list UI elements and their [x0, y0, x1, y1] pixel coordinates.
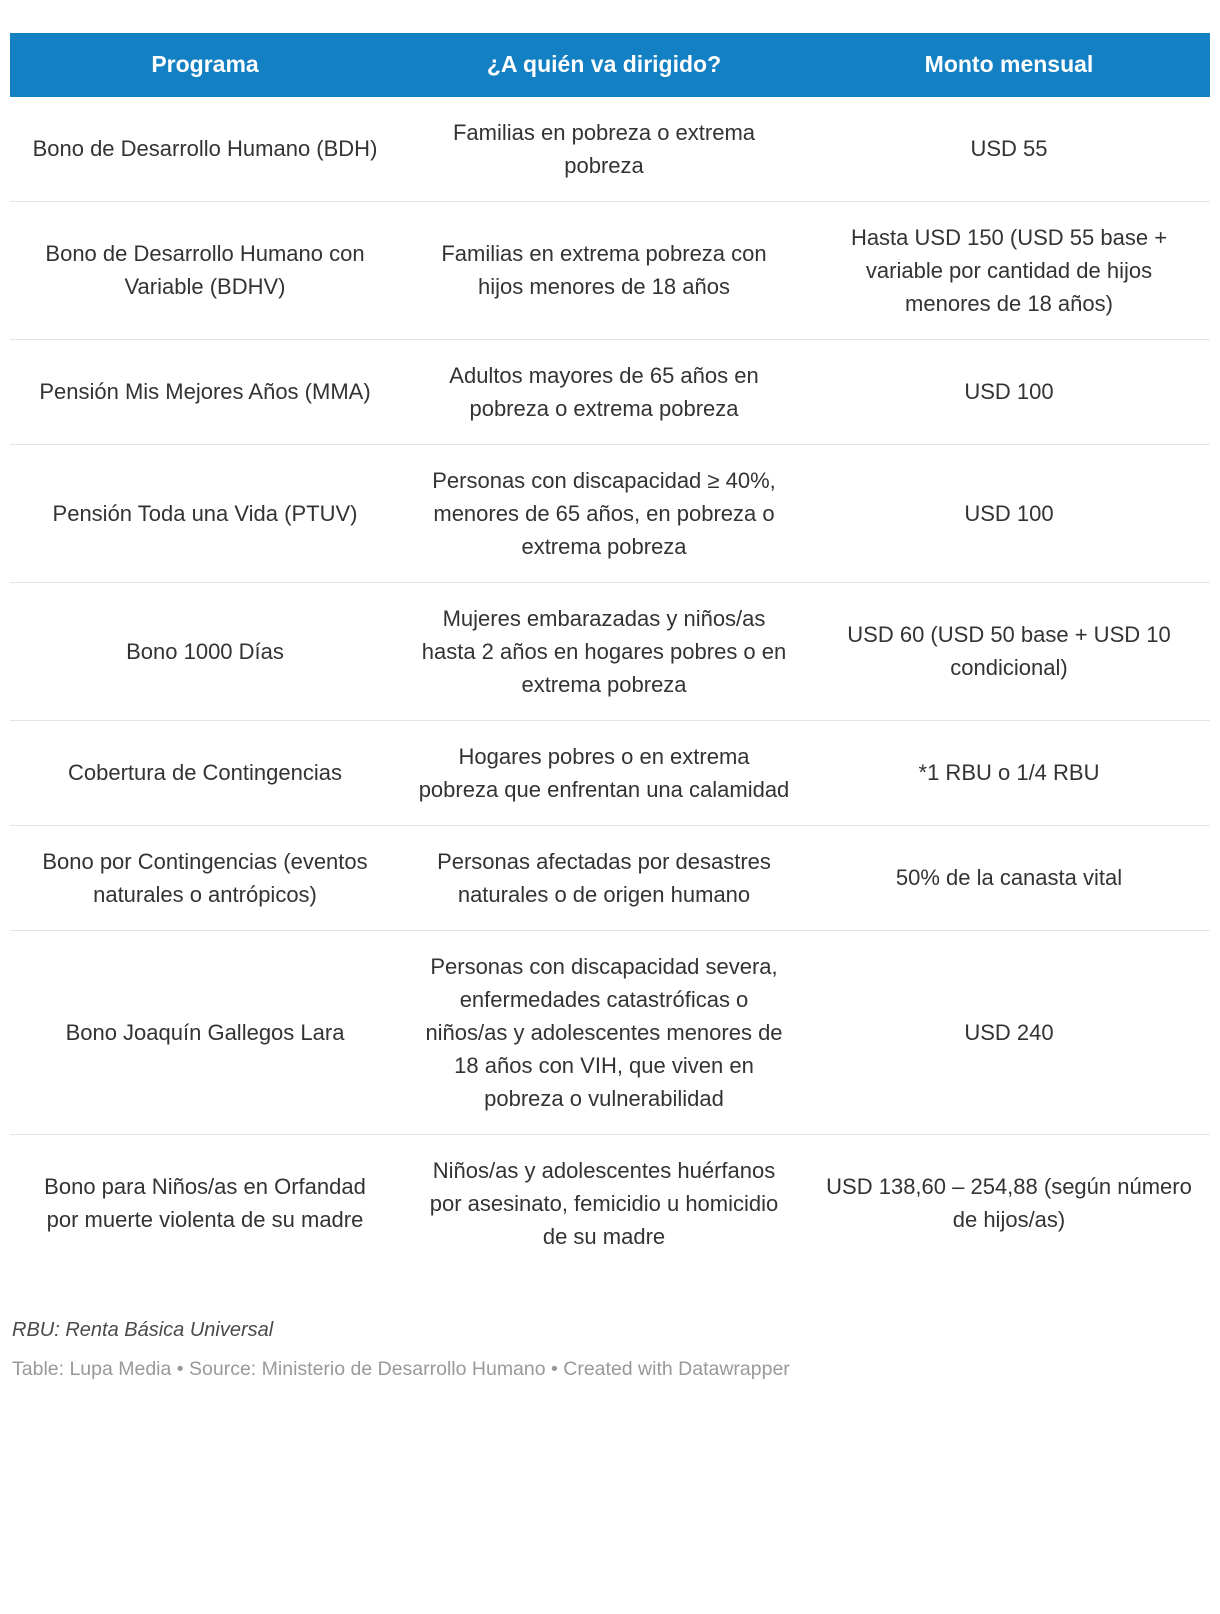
cell-programa: Bono 1000 Días — [10, 582, 400, 720]
table-header-row — [10, 33, 1210, 97]
cell-monto: USD 138,60 – 254,88 (según número de hijos/as) — [808, 1134, 1210, 1272]
cell-monto: USD 60 (USD 50 base + USD 10 condicional) — [808, 582, 1210, 720]
table-row — [10, 201, 1210, 339]
cell-monto: USD 240 — [808, 930, 1210, 1134]
cell-programa: Bono para Niños/as en Orfandad por muerte violenta de su madre — [10, 1134, 400, 1272]
table-row — [10, 720, 1210, 825]
cell-programa: Bono de Desarrollo Humano con Variable (BDHV) — [10, 201, 400, 339]
cell-monto: USD 100 — [808, 444, 1210, 582]
table-note: RBU: Renta Básica Universal — [12, 1318, 274, 1341]
cell-programa: Pensión Mis Mejores Años (MMA) — [10, 339, 400, 444]
table-row — [10, 582, 1210, 720]
cell-dirigido: Familias en pobreza o extrema pobreza — [452, 119, 756, 178]
cell-monto: Hasta USD 150 (USD 55 base + variable por cantidad de hijos menores de 18 años) — [808, 201, 1210, 339]
cell-dirigido: Niños/as y adolescentes huérfanos por asesinato, femicidio u homicidio de su madre — [400, 1134, 808, 1272]
column-header-dirigido: ¿A quién va dirigido? — [400, 33, 808, 97]
cell-monto: USD 100 — [808, 339, 1210, 444]
cell-programa: Cobertura de Contingencias — [10, 720, 400, 825]
cell-dirigido: Personas con discapacidad severa, enfermedades catastróficas o niños/as y adolescentes menores de 18 años con VIH, que viven en pobreza o vulnerabilidad — [400, 930, 808, 1134]
attribution: Table: Lupa Media • Source: Ministerio de Desarrollo Humano • Created with Datawrapper — [12, 1357, 790, 1380]
table-row — [10, 444, 1210, 582]
table-row — [10, 825, 1210, 930]
cell-dirigido: Familias en extrema pobreza con hijos menores de 18 años — [400, 201, 808, 339]
cell-monto: *1 RBU o 1/4 RBU — [808, 720, 1210, 825]
cell-programa: Bono Joaquín Gallegos Lara — [10, 930, 400, 1134]
column-header-monto: Monto mensual — [808, 33, 1210, 97]
cell-monto: 50% de la canasta vital — [808, 825, 1210, 930]
column-header-programa: Programa — [10, 33, 400, 97]
programs-table — [10, 33, 1210, 1272]
cell-dirigido: Personas afectadas por desastres naturales o de origen humano — [400, 825, 808, 930]
table-row — [10, 339, 1210, 444]
cell-monto: USD 55 — [970, 136, 1048, 162]
cell-dirigido: Hogares pobres o en extrema pobreza que enfrentan una calamidad — [400, 720, 808, 825]
cell-programa: Bono por Contingencias (eventos naturales o antrópicos) — [10, 825, 400, 930]
cell-programa: Bono de Desarrollo Humano (BDH) — [32, 136, 378, 162]
cell-dirigido: Adultos mayores de 65 años en pobreza o extrema pobreza — [400, 339, 808, 444]
cell-dirigido: Personas con discapacidad ≥ 40%, menores de 65 años, en pobreza o extrema pobreza — [400, 444, 808, 582]
cell-programa: Pensión Toda una Vida (PTUV) — [10, 444, 400, 582]
table-footer — [10, 1316, 1210, 1383]
cell-dirigido: Mujeres embarazadas y niños/as hasta 2 años en hogares pobres o en extrema pobreza — [400, 582, 808, 720]
table-row — [10, 930, 1210, 1134]
table-row — [10, 1134, 1210, 1272]
table-row — [10, 97, 1210, 202]
